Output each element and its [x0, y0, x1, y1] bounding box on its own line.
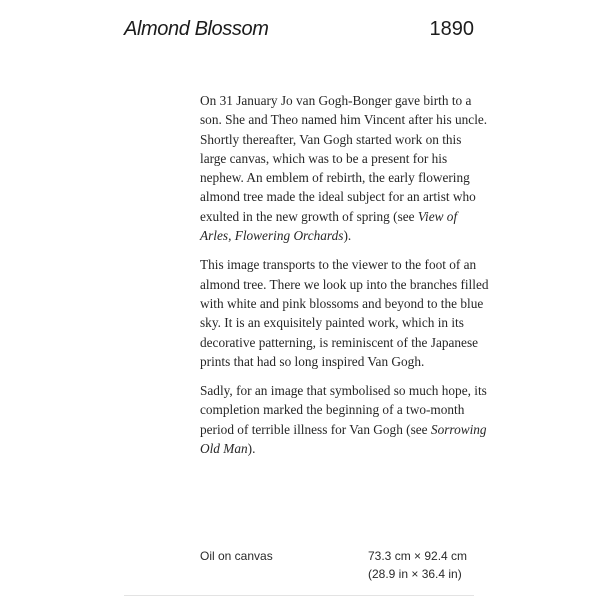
cross-reference: View of Arles, Flowering Orchards: [200, 208, 458, 244]
paragraph-1-end: ).: [343, 228, 352, 244]
paragraph-1-text: On 31 January Jo van Gogh-Bonger gave birth to a son. She and Theo named him Vincent after his uncle. Shortly thereafter, Van Gogh started work on this large canvas, which was to be a present for his nephew. An emblem of rebirth, the early flowering almond tree made the ideal subject for an artist who exulted in the new growth of spring (see: [200, 93, 488, 224]
description-text: [200, 91, 490, 468]
paragraph-3-text: Sadly, for an image that symbolised so much hope, its completion marked the beginning of a two-month period of terrible illness for Van Gogh (see: [200, 383, 487, 437]
medium-label: Oil on canvas: [200, 549, 273, 563]
dimensions: [368, 547, 467, 583]
paragraph-2: [200, 255, 490, 371]
artwork-title: Almond Blossom: [124, 18, 269, 40]
paragraph-3-end: ).: [247, 441, 256, 457]
paragraph-3: [200, 381, 490, 458]
artwork-year: 1890: [429, 18, 474, 40]
paragraph-1: [200, 91, 490, 245]
dimensions-metric: 73.3 cm × 92.4 cm: [368, 549, 468, 563]
paragraph-2-text: This image transports to the viewer to the foot of an almond tree. There we look up into the branches filled with white and pink blossoms and beyond to the blue sky. It is an exquisitely painted work, which in its decorative patterning, is reminiscent of the Japanese prints that had so long inspired Van Gogh.: [200, 257, 489, 369]
cross-reference: Sorrowing Old Man: [200, 421, 487, 457]
bottom-divider: [124, 595, 474, 596]
dimensions-imperial: (28.9 in × 36.4 in): [368, 567, 462, 581]
